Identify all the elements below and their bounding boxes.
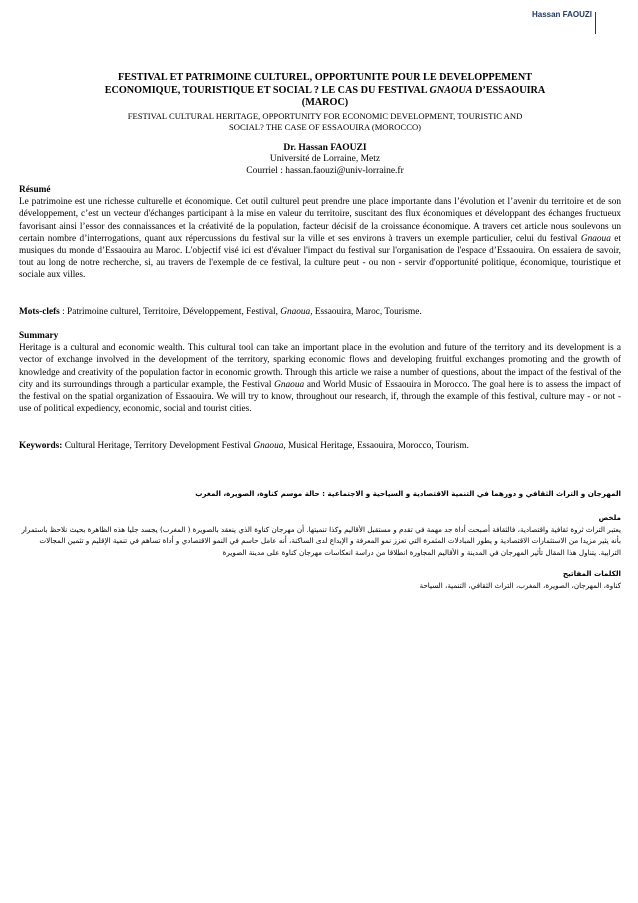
- summary-gnaoua: Gnaoua: [274, 379, 305, 390]
- arabic-abstract-heading: ملخص: [598, 513, 621, 522]
- header-rule: [595, 12, 596, 34]
- summary-paragraph: [19, 342, 621, 415]
- mots-cles-section: [19, 306, 621, 318]
- title-fr-gnaoua: GNAOUA: [429, 84, 473, 96]
- title-en-line1: FESTIVAL CULTURAL HERITAGE, OPPORTUNITY FOR ECONOMIC DEVELOPMENT, TOURISTIC AND: [127, 110, 523, 121]
- arabic-title: المهرجان و التراث الثقافي و دورهما في التنمية الاقتصادية و السياحية و الاجتماعية : حالة موسم كناوة، الصويرة، المغرب: [195, 489, 621, 498]
- keywords-text-b: , Musical Heritage, Essaouira, Morocco, Tourism.: [283, 441, 469, 451]
- running-header-author: Hassan FAOUZI: [531, 10, 592, 19]
- title-fr-line2b: D’ESSAOUIRA: [472, 84, 546, 96]
- arabic-keywords-text: كناوة، المهرجان، الصويرة، المغرب، التراث الثقافي، التنمية، السياحة: [419, 580, 621, 590]
- title-fr-line2a: ECONOMIQUE, TOURISTIQUE ET SOCIAL ? LE CAS DU FESTIVAL: [104, 84, 430, 96]
- author-name: Dr. Hassan FAOUZI: [283, 142, 367, 153]
- arabic-keywords-section: [19, 568, 621, 591]
- resume-text-tail: et musiques du monde d’Essaouira au Maroc. L'objectif visé ici est d'évaluer l'impact du festival sur l'organisation de l'espace d’Essaouira. On essaiera de savoir, tout au long de notre recherche, si, au travers de l'exemple de ce festival, la culture peut - ou non - servir d'opportunité politique, économique, touristique et sociale aux villes.: [19, 233, 621, 281]
- resume-paragraph: [19, 196, 621, 281]
- title-fr-line1: FESTIVAL ET PATRIMOINE CULTUREL, OPPORTUNITE POUR LE DEVELOPPEMENT: [117, 72, 532, 83]
- summary-heading: Summary: [19, 331, 59, 341]
- keywords-text-a: Cultural Heritage, Territory Development Festival: [62, 441, 254, 451]
- mots-cles-gnaoua: Gnaoua: [280, 307, 311, 317]
- arabic-keywords-heading: الكلمات المفاتيح: [562, 569, 621, 578]
- author-block: [60, 143, 590, 178]
- resume-heading: Résumé: [19, 185, 51, 195]
- title-fr-line3: (MAROC): [301, 97, 349, 108]
- keywords-line: [19, 440, 621, 452]
- summary-text-tail: and World Music of Essaouira in Morocco. The goal here is to assess the impact of the festival on the spatial organization of Essaouira. We will try to know, throughout our research, if, through the example of this festival, culture may - or not - use of political expediency, economic, social and tourist cities.: [19, 379, 621, 415]
- mots-cles-label: Mots-clefs: [19, 307, 60, 317]
- resume-section: [19, 184, 621, 282]
- summary-section: [19, 330, 621, 415]
- author-affiliation: Université de Lorraine, Metz: [269, 154, 381, 164]
- title-en-line2: SOCIAL? THE CASE OF ESSAOUIRA (MOROCCO): [228, 121, 422, 132]
- keywords-section: [19, 440, 621, 452]
- mots-cles-text-b: , Essaouira, Maroc, Tourisme.: [310, 307, 422, 317]
- mots-cles-text-a: : Patrimoine culturel, Territoire, Développement, Festival,: [59, 307, 281, 317]
- summary-text: Heritage is a cultural and economic wealth. This cultural tool can take an important place in the evolution and future of the territory and its development is a vector of exchange involved in the development of the territory, sparking economic flows and developing fruitful exchanges promoting and the growth of knowledge and creativity of the population factor in economic growth. Through this article we raise a number of questions, about the impact of the festival of the city and its surroundings through a particular example, the Festival: [19, 343, 621, 390]
- keywords-gnaoua: Gnaoua: [253, 441, 284, 451]
- resume-text: Le patrimoine est une richesse culturelle et économique. Cet outil culturel peut prendre une place importante dans l’évolution et l’avenir du territoire et de son développement, c’est un vecteur d'échanges participant à la mise en valeur du territoire, suscitant des flux économiques et développant des échanges fructueux favorisant ainsi l’essor des connaissances et la créativité de la population, facteur décisif de la croissance économique. A travers cet article nous soulevons un certain nombre d’interrogations, quant aux répercussions du festival sur la ville et ses environs à travers un exemple particulier, celui du festival: [19, 197, 621, 244]
- author-email: Courriel : hassan.faouzi@univ-lorraine.fr: [246, 165, 404, 176]
- title-english: [60, 111, 590, 133]
- keywords-label: Keywords:: [19, 441, 63, 451]
- resume-gnaoua: Gnaoua: [580, 233, 611, 244]
- arabic-abstract-section: [19, 512, 621, 558]
- mots-cles-line: [19, 306, 621, 318]
- title-french: [60, 72, 590, 110]
- arabic-abstract-text: يعتبر التراث ثروة ثقافية واقتصادية، فالثقافة أصبحت أداة جد مهمة في تقدم و مستقبل الأقاليم وكذا تنميتها. أن مهرجان كناوة الذي ينعقد بالصويرة ( المغرب) يجسد جليا هذه الظاهرة بحيث نلاحظ باستمرار بأنه يثير مزيدا من الاستثمارات الاقتصادية و يطور المبادلات المثمرة التي تعزز نمو المعرفة و الإبداع لدى الساكنة، أنه عامل حاسم في النمو الاقتصادي و أداة تساهم في تنمية الإقليم و تثمين المجالات الترابية. يتناول هذا المقال تأثير المهرجان في المدينة و الأقاليم المجاورة انطلاقا من دراسة انعكاسات مهرجان كناوة على مدينة الصويرة: [21, 524, 621, 557]
- arabic-title-section: [19, 488, 621, 500]
- title-block: [60, 72, 590, 177]
